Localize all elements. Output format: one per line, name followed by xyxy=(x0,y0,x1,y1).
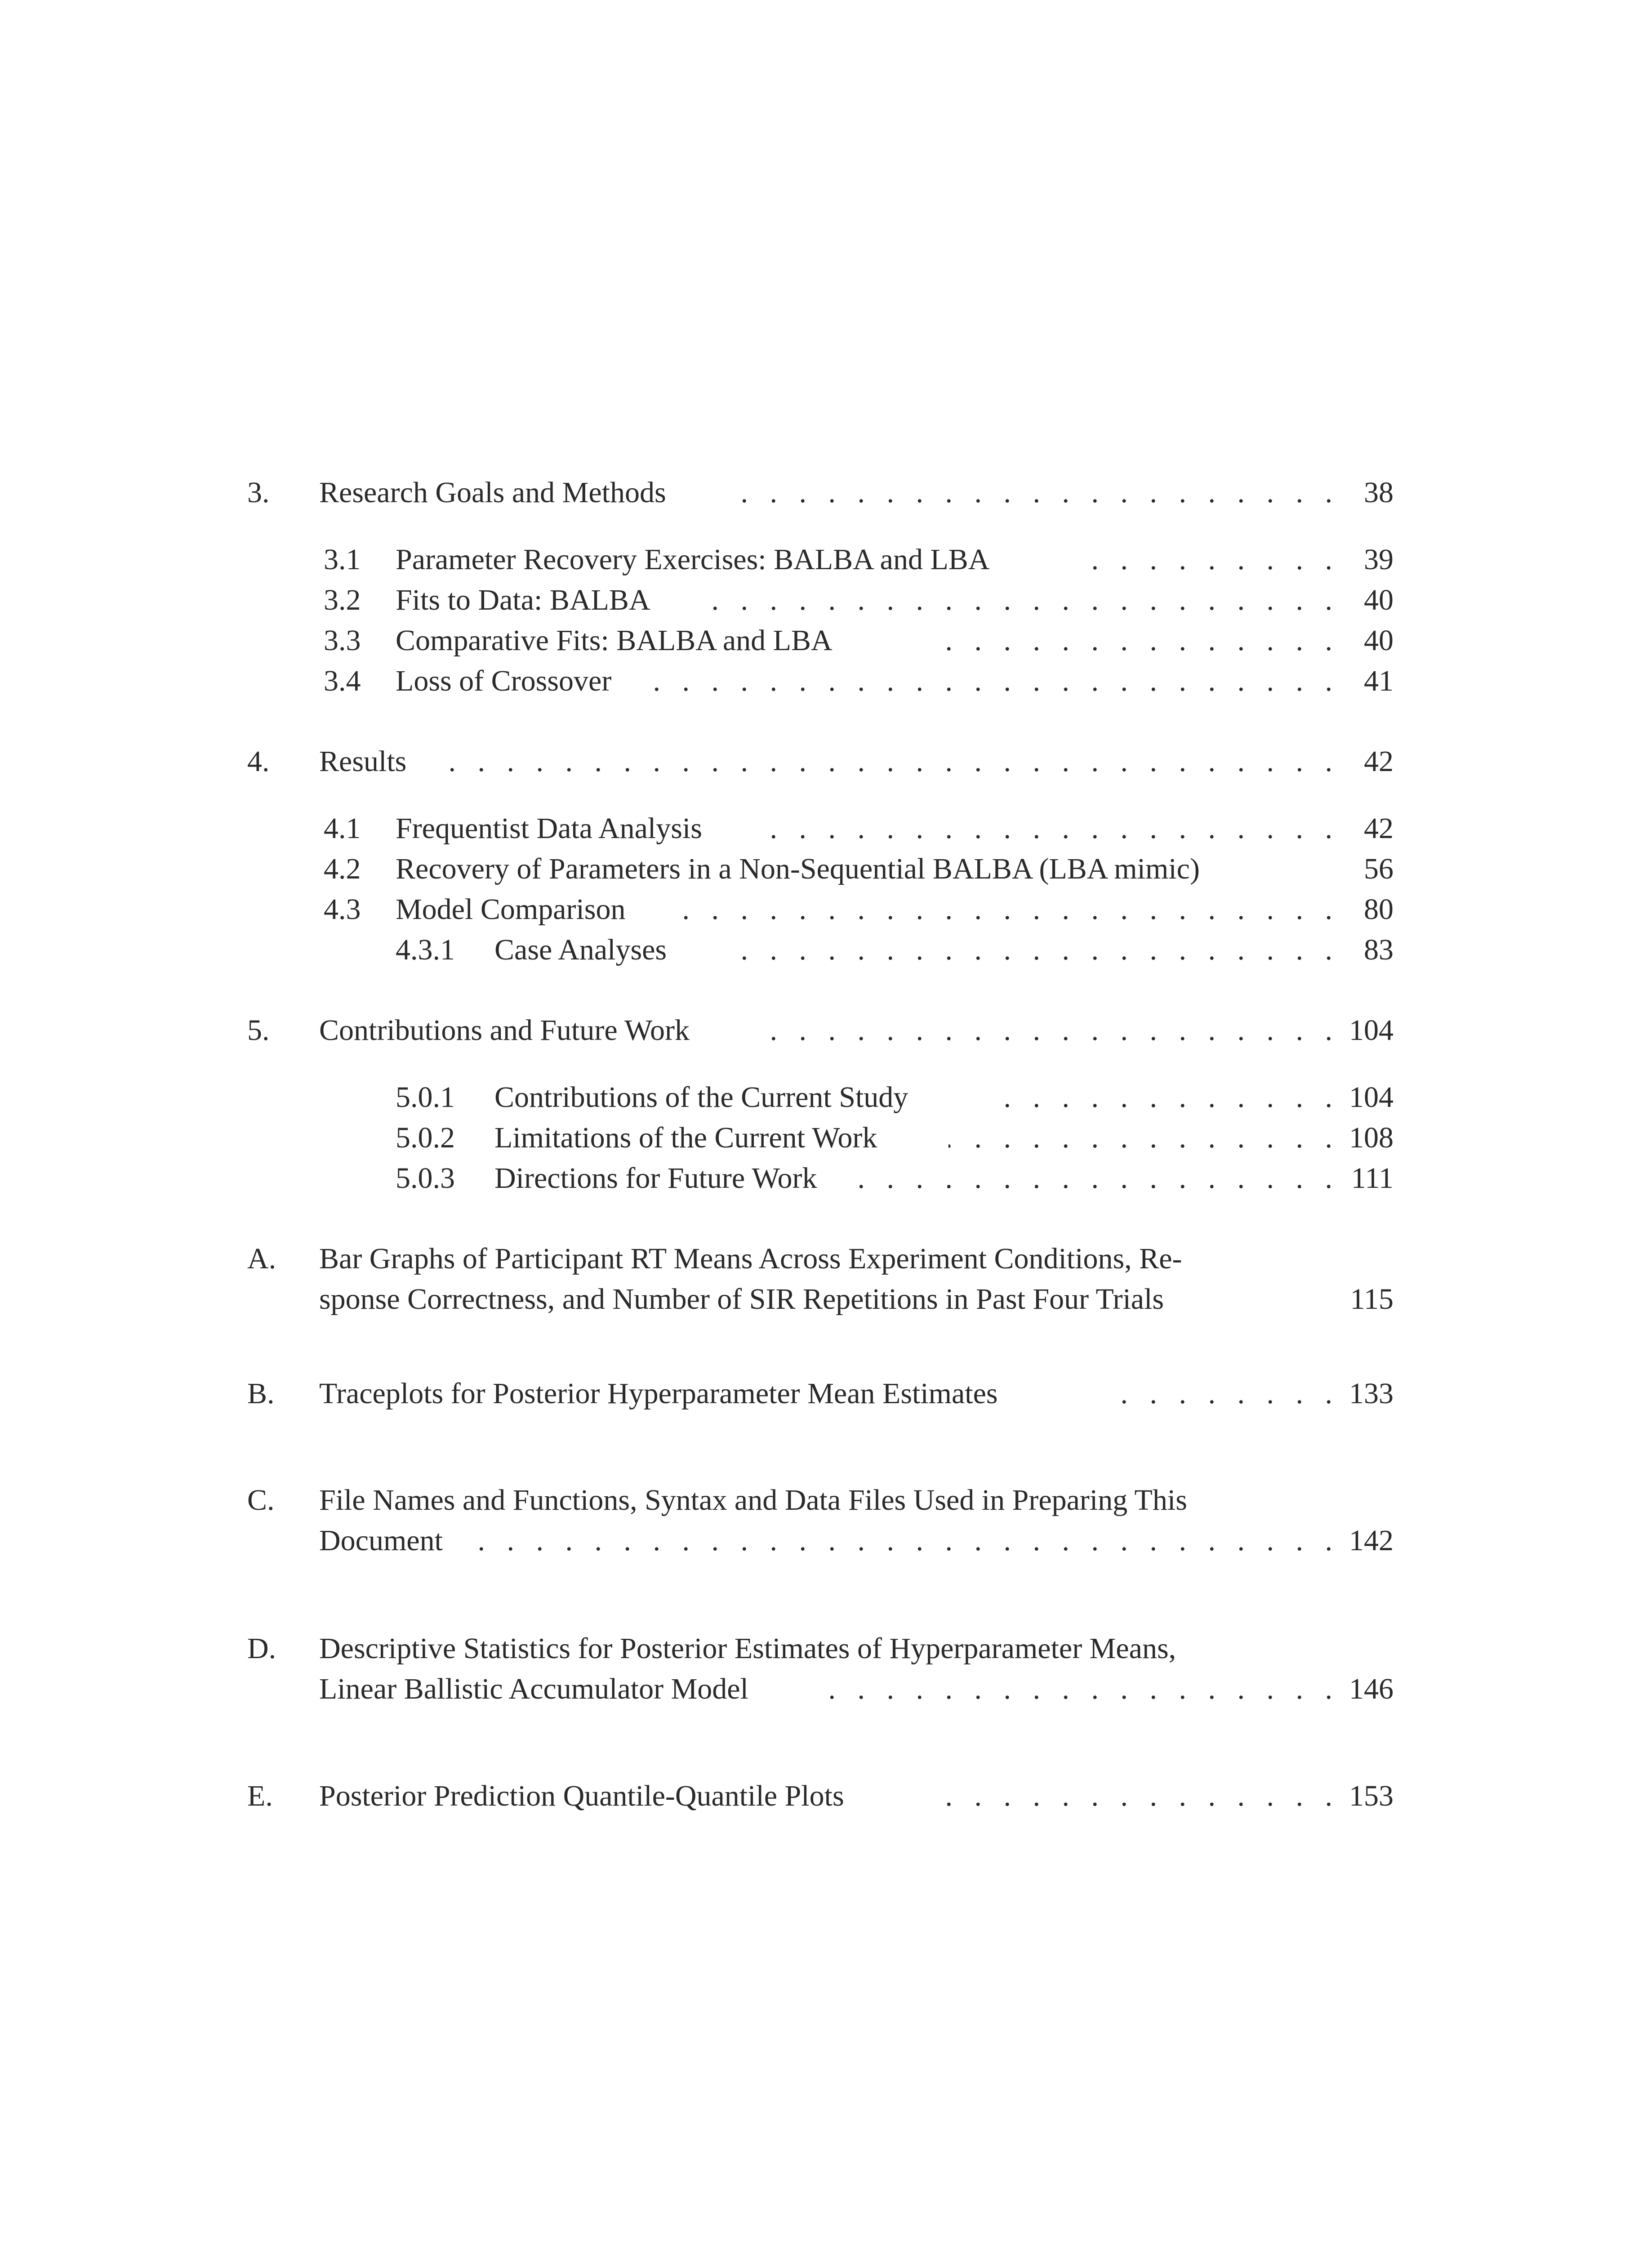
entry-page: 111 xyxy=(1351,1162,1394,1195)
toc-entry-appendix-d[interactable] xyxy=(247,1631,1394,1667)
toc-entry-appendix-c[interactable] xyxy=(247,1482,1394,1518)
entry-title-line-2: Document xyxy=(319,1524,443,1557)
entry-number: 5.0.1 xyxy=(396,1081,455,1114)
toc-entry-section-4-1[interactable] xyxy=(247,811,1394,847)
dot-leader xyxy=(984,1079,1340,1115)
toc-entry-section-4-3[interactable] xyxy=(247,892,1394,928)
entry-page: 42 xyxy=(1364,745,1394,778)
entry-title: Posterior Prediction Quantile-Quantile Plots xyxy=(319,1780,844,1812)
entry-page: 80 xyxy=(1364,893,1394,926)
entry-title: Contributions of the Current Study xyxy=(494,1081,908,1114)
entry-title: Frequentist Data Analysis xyxy=(396,812,702,845)
entry-title: Research Goals and Methods xyxy=(319,476,666,509)
entry-number: 5.0.2 xyxy=(396,1121,455,1154)
dot-leader xyxy=(948,1120,1340,1156)
entry-number: E. xyxy=(247,1780,273,1812)
dot-leader xyxy=(755,811,1340,847)
toc-entry-section-3-4[interactable] xyxy=(247,663,1394,699)
toc-entry-subsection-5-0-2[interactable] xyxy=(247,1120,1394,1156)
toc-entry-chapter-4[interactable] xyxy=(247,744,1394,780)
entry-page: 83 xyxy=(1364,933,1394,966)
entry-title: Limitations of the Current Work xyxy=(494,1121,877,1154)
dot-leader xyxy=(755,1012,1340,1048)
entry-number: 3. xyxy=(247,476,270,509)
entry-title-line-1: File Names and Functions, Syntax and Data Files Used in Preparing This xyxy=(319,1484,1187,1517)
entry-number: B. xyxy=(247,1377,275,1410)
dot-leader xyxy=(922,623,1340,659)
entry-page: 115 xyxy=(1350,1283,1394,1316)
entry-number: D. xyxy=(247,1632,276,1665)
entry-page: 41 xyxy=(1364,665,1394,697)
entry-title: Loss of Crossover xyxy=(396,665,612,697)
entry-title: Parameter Recovery Exercises: BALBA and LBA xyxy=(396,543,990,576)
entry-number: 4.1 xyxy=(324,812,361,845)
entry-page: 133 xyxy=(1349,1377,1394,1410)
toc-entry-subsection-5-0-3[interactable] xyxy=(247,1160,1394,1196)
dot-leader xyxy=(701,582,1340,618)
dot-leader xyxy=(665,892,1340,928)
entry-number: 3.4 xyxy=(324,665,361,697)
entry-page: 56 xyxy=(1364,852,1394,885)
entry-number: 3.2 xyxy=(324,584,361,616)
toc-entry-appendix-c-cont[interactable] xyxy=(247,1523,1394,1559)
entry-title: Recovery of Parameters in a Non-Sequential BALBA (LBA mimic) xyxy=(396,852,1200,885)
toc-entry-subsection-4-3-1[interactable] xyxy=(247,932,1394,968)
toc-entry-appendix-a[interactable] xyxy=(247,1241,1394,1277)
entry-page: 146 xyxy=(1349,1673,1394,1705)
toc-entry-section-4-2[interactable] xyxy=(247,851,1394,887)
entry-title: Model Comparison xyxy=(396,893,626,926)
toc-entry-section-3-2[interactable] xyxy=(247,582,1394,618)
entry-title-line-2: sponse Correctness, and Number of SIR Repetitions in Past Four Trials xyxy=(319,1283,1164,1316)
toc-entry-appendix-b[interactable] xyxy=(247,1376,1394,1412)
dot-leader xyxy=(724,475,1340,511)
dot-leader xyxy=(859,1160,1340,1196)
dot-leader xyxy=(472,1523,1340,1559)
entry-title-line-1: Bar Graphs of Participant RT Means Across Experiment Conditions, Re- xyxy=(319,1242,1182,1275)
toc-entry-chapter-5[interactable] xyxy=(247,1012,1394,1048)
entry-number: 4. xyxy=(247,745,270,778)
dot-leader xyxy=(820,1671,1340,1707)
entry-page: 153 xyxy=(1349,1780,1394,1812)
entry-title: Case Analyses xyxy=(494,933,667,966)
toc-entry-appendix-d-cont[interactable] xyxy=(247,1671,1394,1707)
entry-number: 5. xyxy=(247,1014,270,1047)
entry-title: Results xyxy=(319,745,407,778)
dot-leader xyxy=(643,663,1340,699)
entry-number: 5.0.3 xyxy=(396,1162,455,1195)
entry-title: Contributions and Future Work xyxy=(319,1014,690,1047)
entry-title: Directions for Future Work xyxy=(494,1162,817,1195)
entry-title-line-2: Linear Ballistic Accumulator Model xyxy=(319,1673,748,1705)
entry-number: 3.1 xyxy=(324,543,361,576)
dot-leader xyxy=(1086,542,1340,578)
toc-entry-subsection-5-0-1[interactable] xyxy=(247,1079,1394,1115)
entry-number: C. xyxy=(247,1484,275,1517)
entry-page: 104 xyxy=(1349,1014,1394,1047)
entry-title-line-1: Descriptive Statistics for Posterior Estimates of Hyperparameter Means, xyxy=(319,1632,1176,1665)
entry-title: Comparative Fits: BALBA and LBA xyxy=(396,624,833,657)
entry-page: 40 xyxy=(1364,624,1394,657)
entry-number: 4.3.1 xyxy=(396,933,455,966)
entry-number: A. xyxy=(247,1242,276,1275)
entry-number: 4.2 xyxy=(324,852,361,885)
toc-entry-appendix-e[interactable] xyxy=(247,1778,1394,1814)
entry-page: 104 xyxy=(1349,1081,1394,1114)
dot-leader xyxy=(724,932,1340,968)
entry-page: 39 xyxy=(1364,543,1394,576)
entry-page: 38 xyxy=(1364,476,1394,509)
entry-title: Fits to Data: BALBA xyxy=(396,584,650,616)
dot-leader xyxy=(425,744,1340,780)
toc-entry-section-3-3[interactable] xyxy=(247,623,1394,659)
entry-title: Traceplots for Posterior Hyperparameter Mean Estimates xyxy=(319,1377,998,1410)
entry-page: 142 xyxy=(1349,1524,1394,1557)
entry-page: 40 xyxy=(1364,584,1394,616)
entry-number: 3.3 xyxy=(324,624,361,657)
toc-entry-appendix-a-cont[interactable] xyxy=(247,1281,1394,1317)
toc-entry-section-3-1[interactable] xyxy=(247,542,1394,578)
dot-leader xyxy=(1106,1376,1340,1412)
toc-entry-chapter-3[interactable] xyxy=(247,475,1394,511)
entry-number: 4.3 xyxy=(324,893,361,926)
dot-leader xyxy=(942,1778,1340,1814)
entry-page: 108 xyxy=(1349,1121,1394,1154)
entry-page: 42 xyxy=(1364,812,1394,845)
